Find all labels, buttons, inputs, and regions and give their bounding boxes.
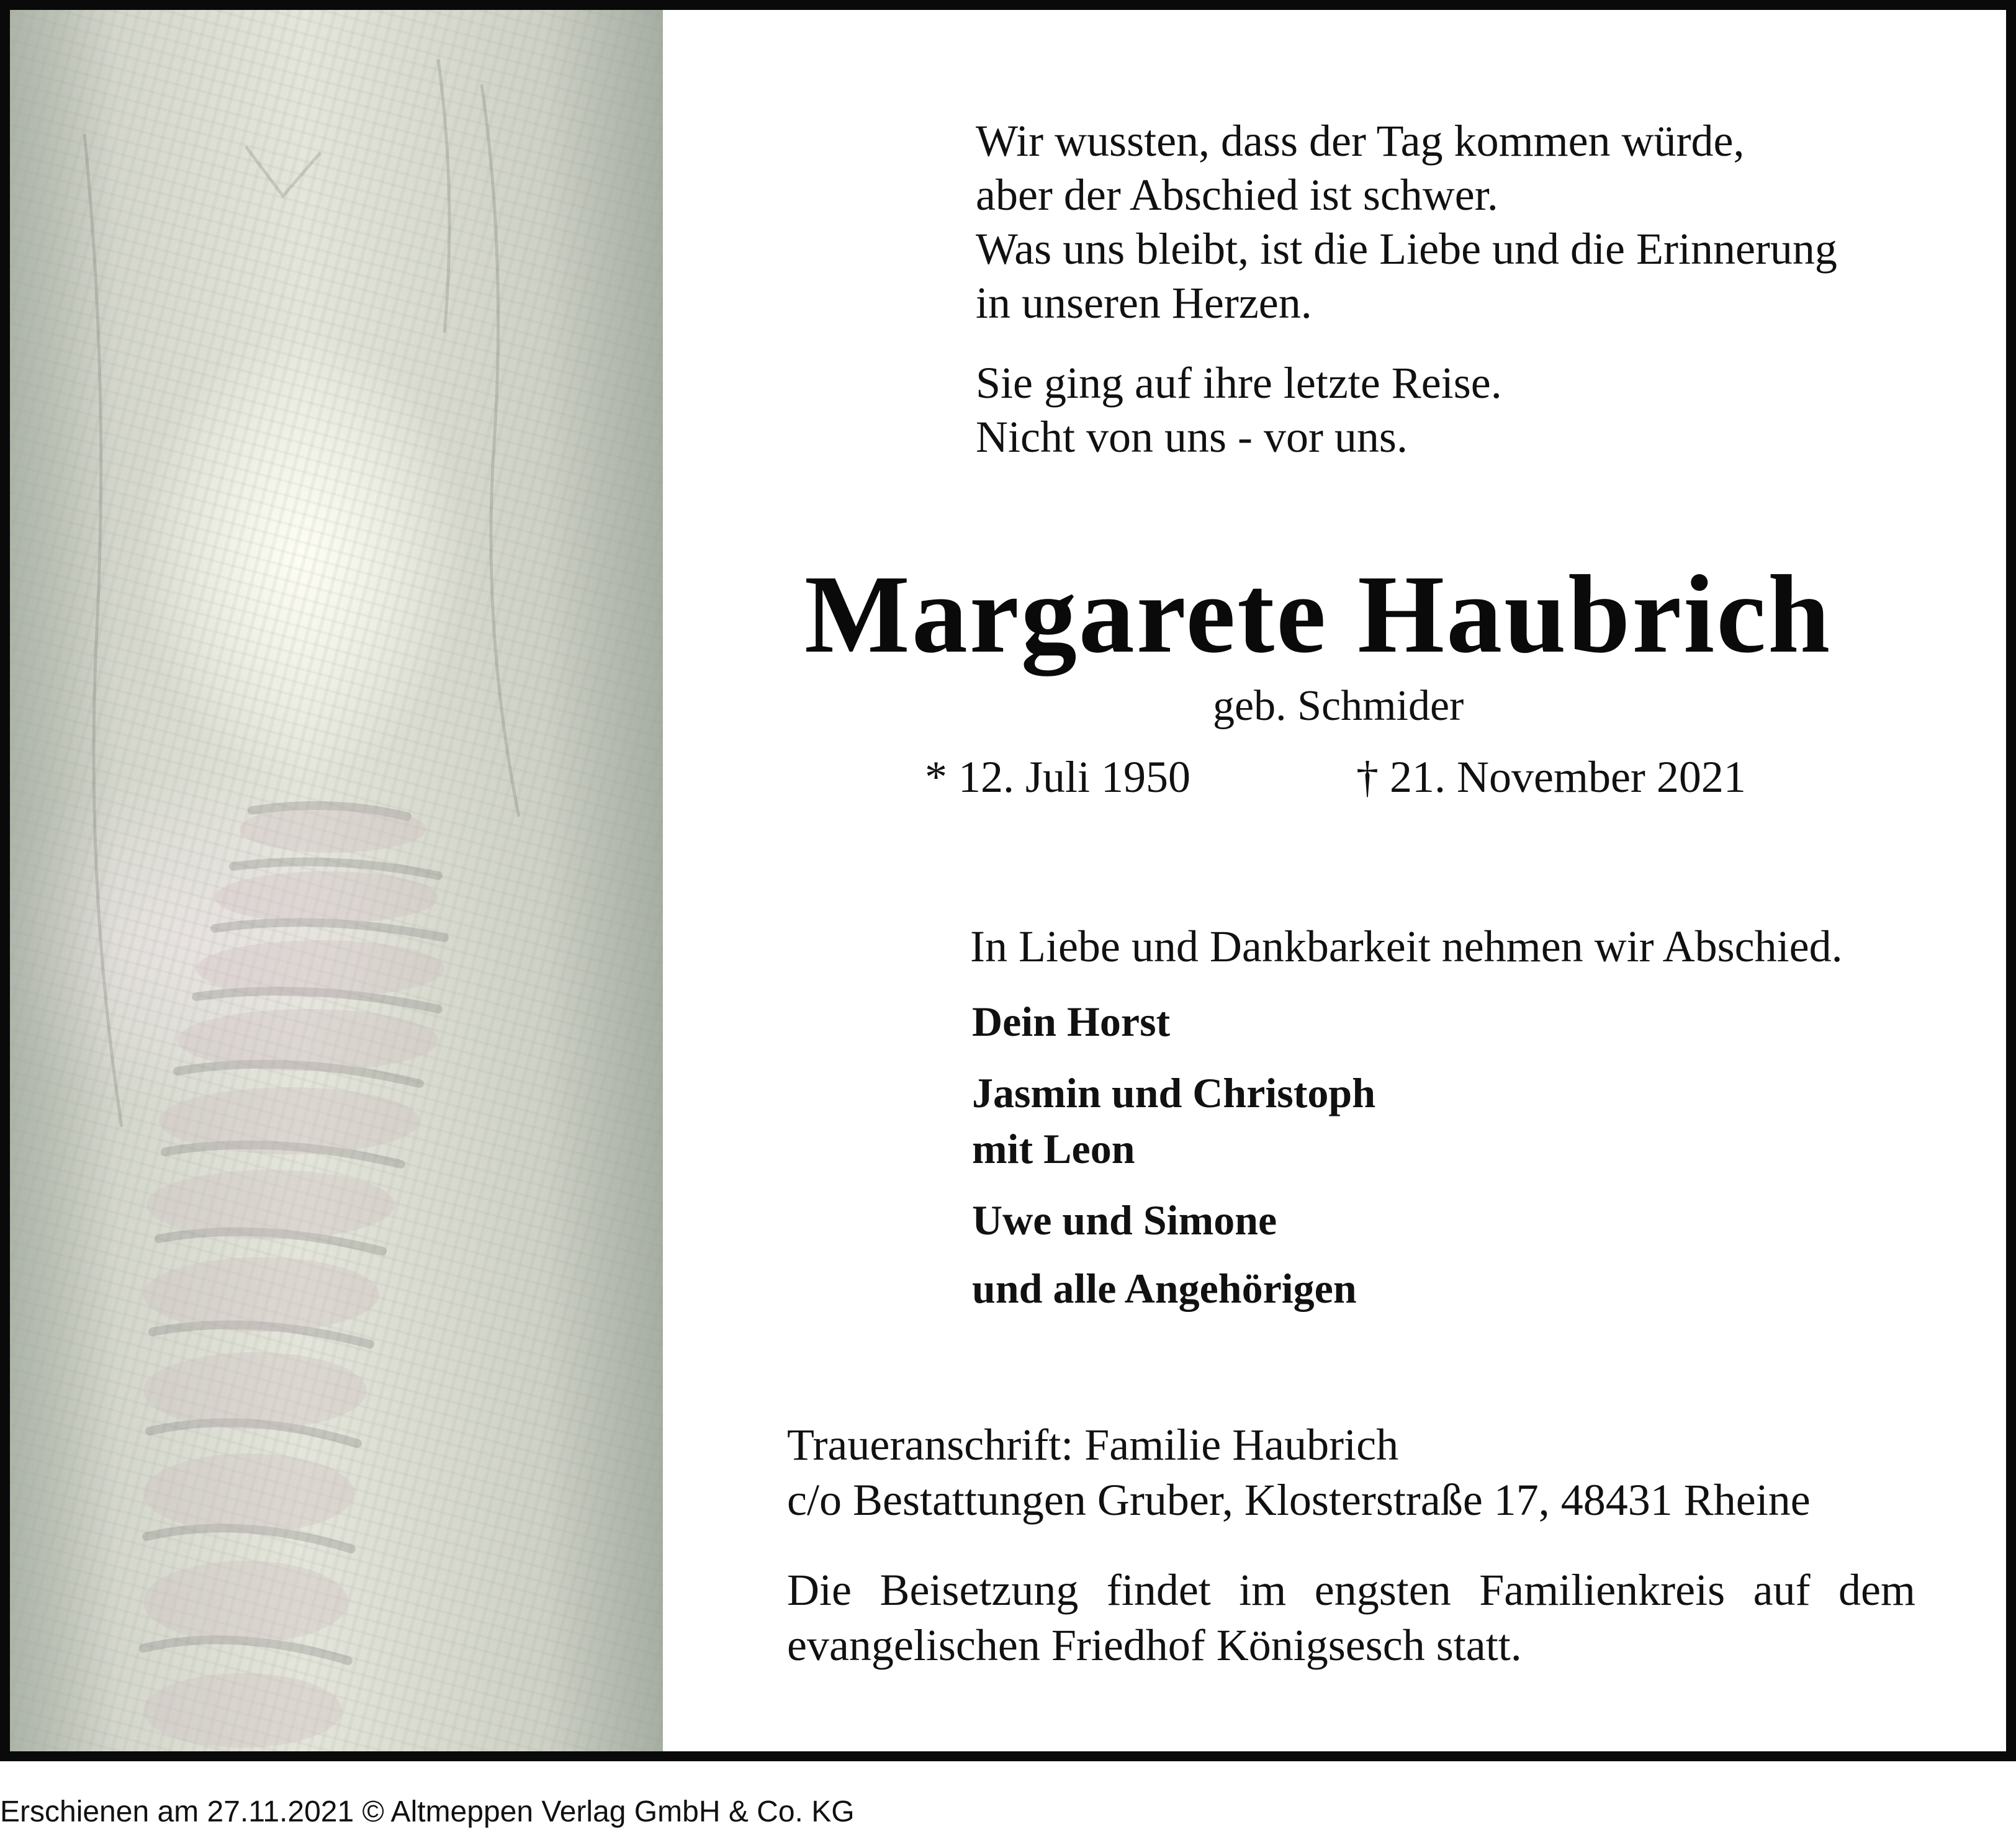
mourner-name: Jasmin und Christoph [972, 1069, 1376, 1116]
mourner-name: mit Leon [972, 1125, 1135, 1172]
poem-line: aber der Abschied ist schwer. [976, 170, 1498, 220]
stone-steps-photo [10, 10, 663, 1751]
birth-date: * 12. Juli 1950 [925, 752, 1191, 802]
poem-line: in unseren Herzen. [976, 278, 1312, 328]
mourner-name: Uwe und Simone [972, 1197, 1277, 1244]
poem-stanza-2 [976, 356, 1502, 464]
burial-line: Die Beisetzung findet im engsten Familienkreis auf dem [787, 1565, 1915, 1615]
poem-line: Was uns bleibt, ist die Liebe und die Erinnerung [976, 224, 1837, 274]
mourning-address [787, 1417, 1811, 1528]
deceased-name: Margarete Haubrich [804, 552, 1832, 676]
mourner-name: Dein Horst [972, 998, 1171, 1045]
publication-footer: Erschienen am 27.11.2021 © Altmeppen Verlag GmbH & Co. KG [0, 1795, 855, 1828]
poem-line: Sie ging auf ihre letzte Reise. [976, 358, 1502, 408]
address-line: c/o Bestattungen Gruber, Klosterstraße 17, 48431 Rheine [787, 1475, 1811, 1525]
address-line: Traueranschrift: Familie Haubrich [787, 1420, 1399, 1470]
poem-stanza-1 [976, 114, 1837, 330]
mourner-name: und alle Angehörigen [972, 1265, 1357, 1312]
poem-line: Nicht von uns - vor uns. [976, 412, 1408, 462]
farewell-line: In Liebe und Dankbarkeit nehmen wir Abschied. [970, 922, 1843, 971]
burial-line: evangelischen Friedhof Königsesch statt. [787, 1620, 1522, 1670]
steps-illustration [10, 10, 663, 1751]
maiden-name: geb. Schmider [1213, 682, 1464, 730]
death-date: † 21. November 2021 [1356, 752, 1746, 802]
poem-line: Wir wussten, dass der Tag kommen würde, [976, 116, 1745, 166]
mourner-name-group [972, 1065, 1375, 1177]
burial-notice [787, 1563, 1915, 1673]
